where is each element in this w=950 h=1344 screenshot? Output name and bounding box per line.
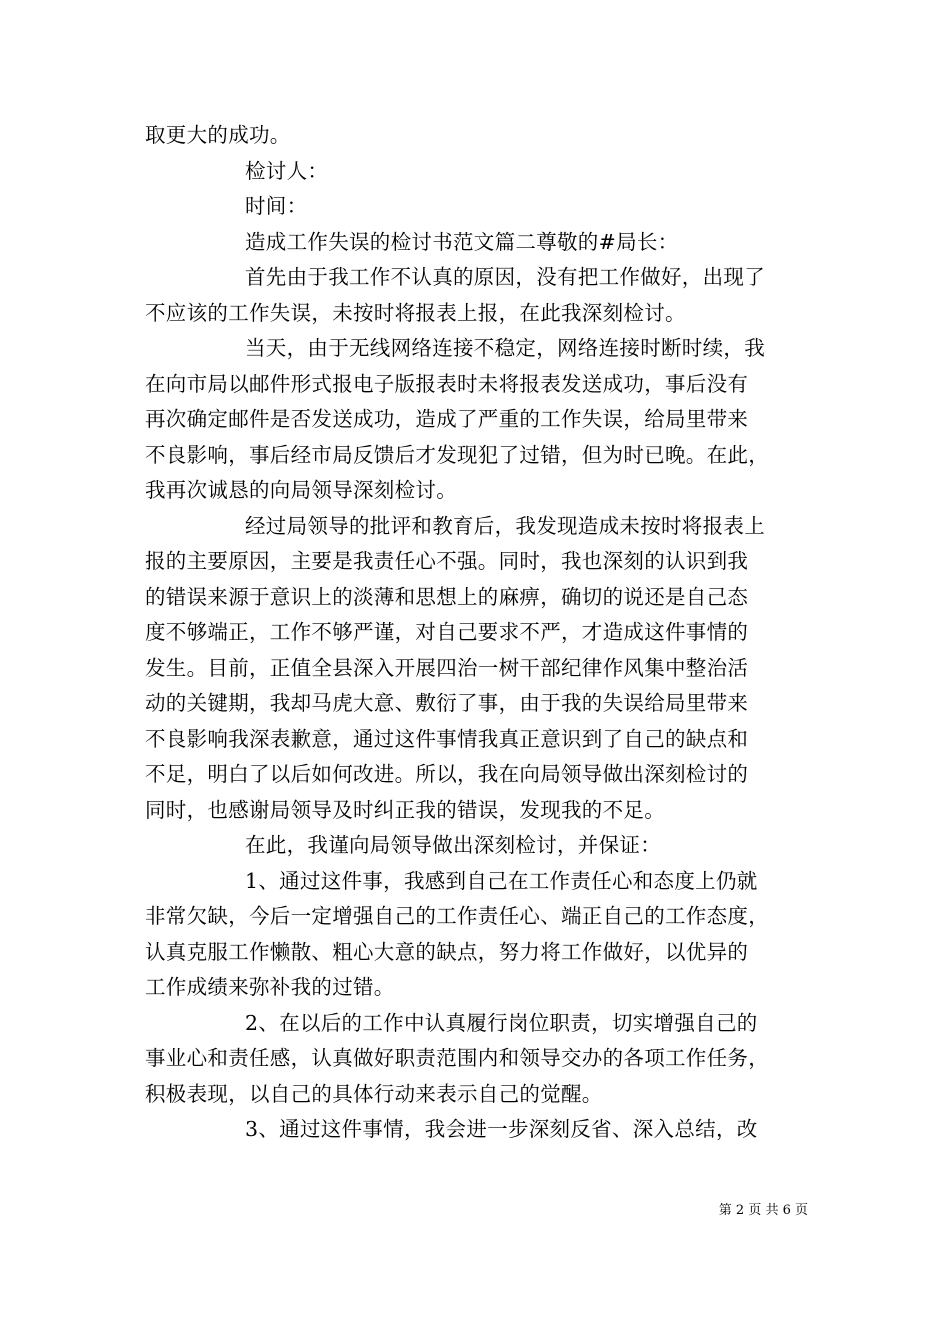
paragraph-1-line-1: 首先由于我工作不认真的原因，没有把工作做好，出现了 [245, 265, 765, 289]
paragraph-2-line-1: 当天，由于无线网络连接不稳定，网络连接时断时续，我 [245, 336, 765, 360]
paragraph-3-line-1: 经过局领导的批评和教育后，我发现造成未按时将报表上 [245, 513, 765, 538]
document-body [145, 118, 810, 1148]
page-number-footer: 第 2 页 共 6 页 [718, 1203, 808, 1218]
paragraph-3-line-6: 动的关键期，我却马虎大意、敷衍了事，由于我的失误给局里带来 [145, 691, 749, 715]
paragraph-3-line-3: 的错误来源于意识上的淡薄和思想上的麻痹，确切的说还是自己态 [145, 584, 749, 609]
paragraph-2-line-3: 再次确定邮件是否发送成功，造成了严重的工作失误，给局里带来 [145, 407, 749, 431]
paragraph-3-line-7: 不良影响我深表歉意，通过这件事情我真正意识到了自己的缺点和 [145, 726, 749, 751]
pledge-1-line-3: 认真克服工作懒散、粗心大意的缺点，努力将工作做好，以优异的 [145, 939, 749, 964]
paragraph-3-line-5: 发生。目前，正值全县深入开展四治一树干部纪律作风集中整治活 [145, 655, 749, 680]
paragraph-3-line-2: 报的主要原因，主要是我责任心不强。同时，我也深刻的认识到我 [145, 549, 749, 573]
paragraph-3-line-4: 度不够端正，工作不够严谨，对自己要求不严，才造成这件事情的 [145, 620, 749, 644]
pledge-2-line-2: 事业心和责任感，认真做好职责范围内和领导交办的各项工作任务， [145, 1046, 769, 1070]
signature-author-label: 检讨人： [245, 158, 329, 183]
pledge-2-line-3: 积极表现，以自己的具体行动来表示自己的觉醒。 [145, 1081, 603, 1106]
paragraph-3-line-8: 不足，明白了以后如何改进。所以，我在向局领导做出深刻检讨的 [145, 762, 749, 786]
pledge-1-line-2: 非常欠缺，今后一定增强自己的工作责任心、端正自己的工作态度， [145, 904, 769, 928]
pledge-1-line-1: 1、通过这件事，我感到自己在工作责任心和态度上仍就 [245, 868, 758, 893]
section-heading: 造成工作失误的检讨书范文篇二尊敬的#局长： [245, 229, 679, 254]
paragraph-1-line-2: 不应该的工作失误，未按时将报表上报，在此我深刻检讨。 [145, 300, 686, 325]
paragraph-2-line-4: 不良影响，事后经市局反馈后才发现犯了过错，但为时已晚。在此， [145, 442, 769, 467]
pledge-3-line-1: 3、通过这件事情，我会进一步深刻反省、深入总结，改 [245, 1117, 758, 1141]
paragraph-2-line-2: 在向市局以邮件形式报电子版报表时未将报表发送成功，事后没有 [145, 371, 749, 396]
signature-date-label: 时间： [245, 194, 308, 218]
paragraph-2-line-5: 我再次诚恳的向局领导深刻检讨。 [145, 478, 457, 502]
pledge-2-line-1: 2、在以后的工作中认真履行岗位职责，切实增强自己的 [245, 1010, 758, 1035]
text-line-closing: 取更大的成功。 [145, 123, 291, 147]
paragraph-3-line-9: 同时，也感谢局领导及时纠正我的错误，发现我的不足。 [145, 797, 665, 822]
pledge-1-line-4: 工作成绩来弥补我的过错。 [145, 975, 395, 999]
paragraph-4-line-1: 在此，我谨向局领导做出深刻检讨，并保证： [245, 833, 661, 857]
